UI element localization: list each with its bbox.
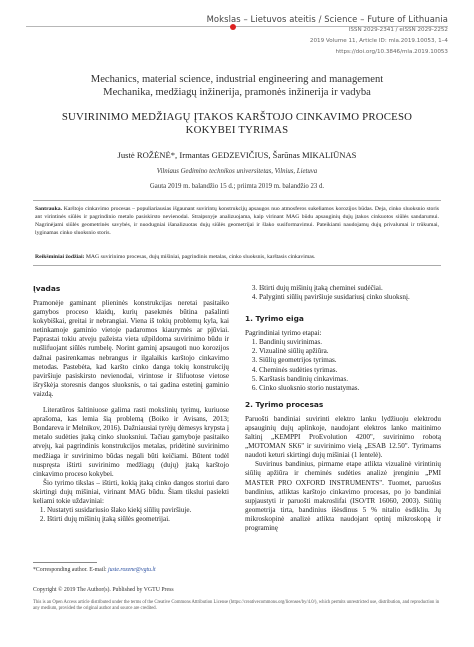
list-item: 1. Nustatyti susidariusio šlako kiekį siūlių paviršiuje. bbox=[47, 506, 229, 515]
task-list-continued bbox=[245, 284, 441, 302]
task-list bbox=[33, 506, 229, 524]
intro-paragraph-3: Šio tyrimo tikslas – ištirti, kokią įtaką cinko dangos storiui daro skirtingi dujų mišiniai, virinant MAG būdu. Šiam tikslui pasiekti keliami tokie uždaviniai: bbox=[33, 478, 229, 505]
right-column bbox=[245, 284, 441, 533]
author-email-link[interactable]: juste.rozene@vgtu.lt bbox=[108, 567, 156, 573]
author-list: Justė ROŽĖNĖ*, Irmantas GEDZEVIČIUS, Šarūnas MIKALIŪNAS bbox=[117, 150, 357, 160]
list-item: 3. Ištirti dujų mišinių įtaką cheminei sudėčiai. bbox=[259, 284, 441, 293]
list-item: 2. Ištirti dujų mišinių įtaką siūlės geometrijai. bbox=[47, 515, 229, 524]
section-heading-2: 2. Tyrimo procesas bbox=[245, 399, 324, 409]
abstract-rule-bottom bbox=[33, 265, 441, 266]
corresponding-author-footnote bbox=[33, 567, 156, 573]
category-lithuanian: Mechanika, medžiagų inžinerija, pramonės inžinerija ir vadyba bbox=[103, 87, 371, 98]
list-item: 4. Cheminės sudėties tyrimas. bbox=[259, 366, 441, 375]
footnote-label: *Corresponding author. E-mail: bbox=[33, 567, 107, 573]
header-rule bbox=[26, 26, 448, 27]
received-accepted-dates: Gauta 2019 m. balandžio 15 d.; priimta 2019 m. balandžio 23 d. bbox=[149, 183, 325, 190]
category-english: Mechanics, material science, industrial engineering and management bbox=[90, 74, 384, 85]
list-item: 6. Cinko sluoksnio storio nustatymas. bbox=[259, 384, 441, 393]
abstract-label: Santrauka. bbox=[35, 206, 63, 212]
steps-intro: Pagrindiniai tyrimo etapai: bbox=[245, 329, 322, 338]
journal-doi-link[interactable]: https://doi.org/10.3846/mla.2019.10053 bbox=[335, 49, 448, 55]
abstract-text: Karštojo cinkavimo procesas – populiariausias išgaunant suvirintų konstrukcijų apsaugos nuo atmosferos sukeliamos korozijos būdas. Deja, cinko sluoksnio storis ant virintinės siūlės ir pagrindinio metalo pasiskirsto nevienodai. Straipsnyje analizuojama, kaip virinant MAG būdu apsauginių dujų įtakos cinkuotos siūlės sandarumui. Nagrinėjami siūlės geometrinės savybės, ir nuodugniai išanalizuotas dujų siūlės geometrijai ir šlako susiformavimui. Pateikiami naudojamų dujų privalumai ir trūkumai, lyginamas cinko sluoksnio storis. bbox=[35, 206, 440, 236]
list-item: 3. Siūlių geometrijos tyrimas. bbox=[259, 356, 441, 365]
keywords-text: MAG suvirinimo procesas, dujų mišiniai, pagrindinis metalas, cinko sluoksnis, karštasis cinkavimas. bbox=[85, 254, 316, 260]
subject-category bbox=[0, 73, 474, 99]
journal-issn: ISSN 2029-2341 / eISSN 2029-2252 bbox=[348, 27, 448, 33]
intro-paragraph-1: Pramonėje gaminant plieninės konstrukcijas neretai pasitaiko gamybos proceso klaidų, kurių pasekmės būtina pašalinti kokybiškai, greitai ir nebrangiai. Viena iš tokių problemų kyla, kai netinkamoje gaminio vietoje padaromos kiaurymės ar pjūviai. Paprastai tokiu atveju pažeista vieta užpildoma suvirinimo būdu ir nušlifuojant siūlės rumbelę. Norint gaminį apsaugoti nuo korozijos dažnai pasirenkamas nebrangus ir ilgalaikis karštojo cinkavimo metodas. Pastebėta, kad karšto cinko danga tokių konstrukcijų paviršiuje pasiskirsto nevienodai, virintose ir šlifuotose vietose išryškėja storesnis dangos sluoksnis, o tai gadina estetinį gaminio vaizdą. bbox=[33, 299, 229, 398]
title-line-1: SUVIRINIMO MEDŽIAGŲ ĮTAKOS KARŠTOJO CINKAVIMO PROCESO bbox=[61, 111, 413, 123]
journal-name: Mokslas – Lietuvos ateitis / Science – Future of Lithuania bbox=[206, 14, 448, 24]
header-marker-dot bbox=[230, 24, 236, 30]
paper-title bbox=[0, 111, 474, 137]
list-item: 2. Vizualinė siūlių apžiūra. bbox=[259, 347, 441, 356]
intro-paragraph-2: Literatūros šaltiniuose galima rasti mokslinių tyrimų, kuriuose aprašoma, kas lemia šią problemą (Boiko ir Avisans, 2013; Bondareva ir Melnikov, 2016). Dažniausiai tyrėjų dėmesys krypsta į metalo sudėties įtaką cinko sluoksniui. Tačiau gamyboje pasitaiko atvejų, kai pagrindinis konstrukcijos metalas, pridėtinė suvirinimo medžiaga ir suvirinimo būdas negali būti keičiami. Būtent todėl nuspręsta ištirti suvirinimo medžiagų (dujų) įtaką karštojo cinkavimo proceso kokybei. bbox=[33, 406, 229, 478]
keywords-label: Reikšminiai žodžiai: bbox=[35, 254, 85, 260]
process-paragraph-2: Suvirinus bandinius, pirmame etape atlikta vizualinė virintinių siūlių apžiūra ir cheminės sudėties analizė įrenginiu „PMI MASTER PRO OXFORD INSTRUMENTS". Tuomet, paruošus bandinius, atliktas karštojo cinkavimo procesas, po jo bandiniai supjaustyti ir paruošti makroslifai (ISO/TR 16060, 2003). Siūlių geometrija tirta, bandinius išėsdinus 5 % nitalio ėsdikliu. Jų mikroskopinė analizė atlikta naudojant optinį mikroskopą ir programinę bbox=[245, 460, 441, 532]
list-item: 5. Karštasis bandinių cinkavimas. bbox=[259, 375, 441, 384]
abstract bbox=[35, 205, 439, 237]
list-item: 4. Palyginti siūlių paviršiuje susidariusį cinko sluoksnį. bbox=[259, 293, 441, 302]
title-line-2: KOKYBEI TYRIMAS bbox=[185, 124, 289, 136]
affiliation: Vilniaus Gedimino technikos universitetas, Vilnius, Lietuva bbox=[156, 168, 318, 175]
abstract-rule-top bbox=[33, 200, 441, 201]
list-item: 1. Bandinių suvirinimas. bbox=[259, 338, 441, 347]
process-paragraph-1: Paruošti bandiniai suvirinti elektro lanku lydžiuoju elektrodu apsauginių dujų aplinkoje, naudojant elektros lanko maitinimo šaltinį „KEMPPI ProEvolution 4200", suvirinimo robotą „MOTOMAN SK6" ir suvirinimo vielą „ESAB 12.50". Tyrimams naudoti keturi skirtingi dujų mišiniai (1 lentelė). bbox=[245, 414, 441, 460]
journal-header bbox=[148, 14, 448, 57]
section-heading-1: 1. Tyrimo eiga bbox=[245, 314, 304, 324]
left-column bbox=[33, 284, 229, 524]
journal-citation: 2019 Volume 11, Article ID: mla.2019.10053, 1–4 bbox=[309, 38, 448, 44]
keywords bbox=[35, 253, 439, 261]
license-notice: This is an Open Access article distributed under the terms of the Creative Commons Attribution License (https://creativecommons.org/licenses/by/4.0/), which permits unrestricted use, distribution, and reproduction in any medium, provided the original author and source are credited. bbox=[33, 600, 440, 612]
copyright-notice: Copyright © 2019 The Author(s). Published by VGTU Press bbox=[33, 587, 174, 593]
section-heading-intro: Įvadas bbox=[33, 284, 61, 293]
steps-list bbox=[245, 338, 441, 393]
footnote-rule bbox=[33, 562, 97, 563]
